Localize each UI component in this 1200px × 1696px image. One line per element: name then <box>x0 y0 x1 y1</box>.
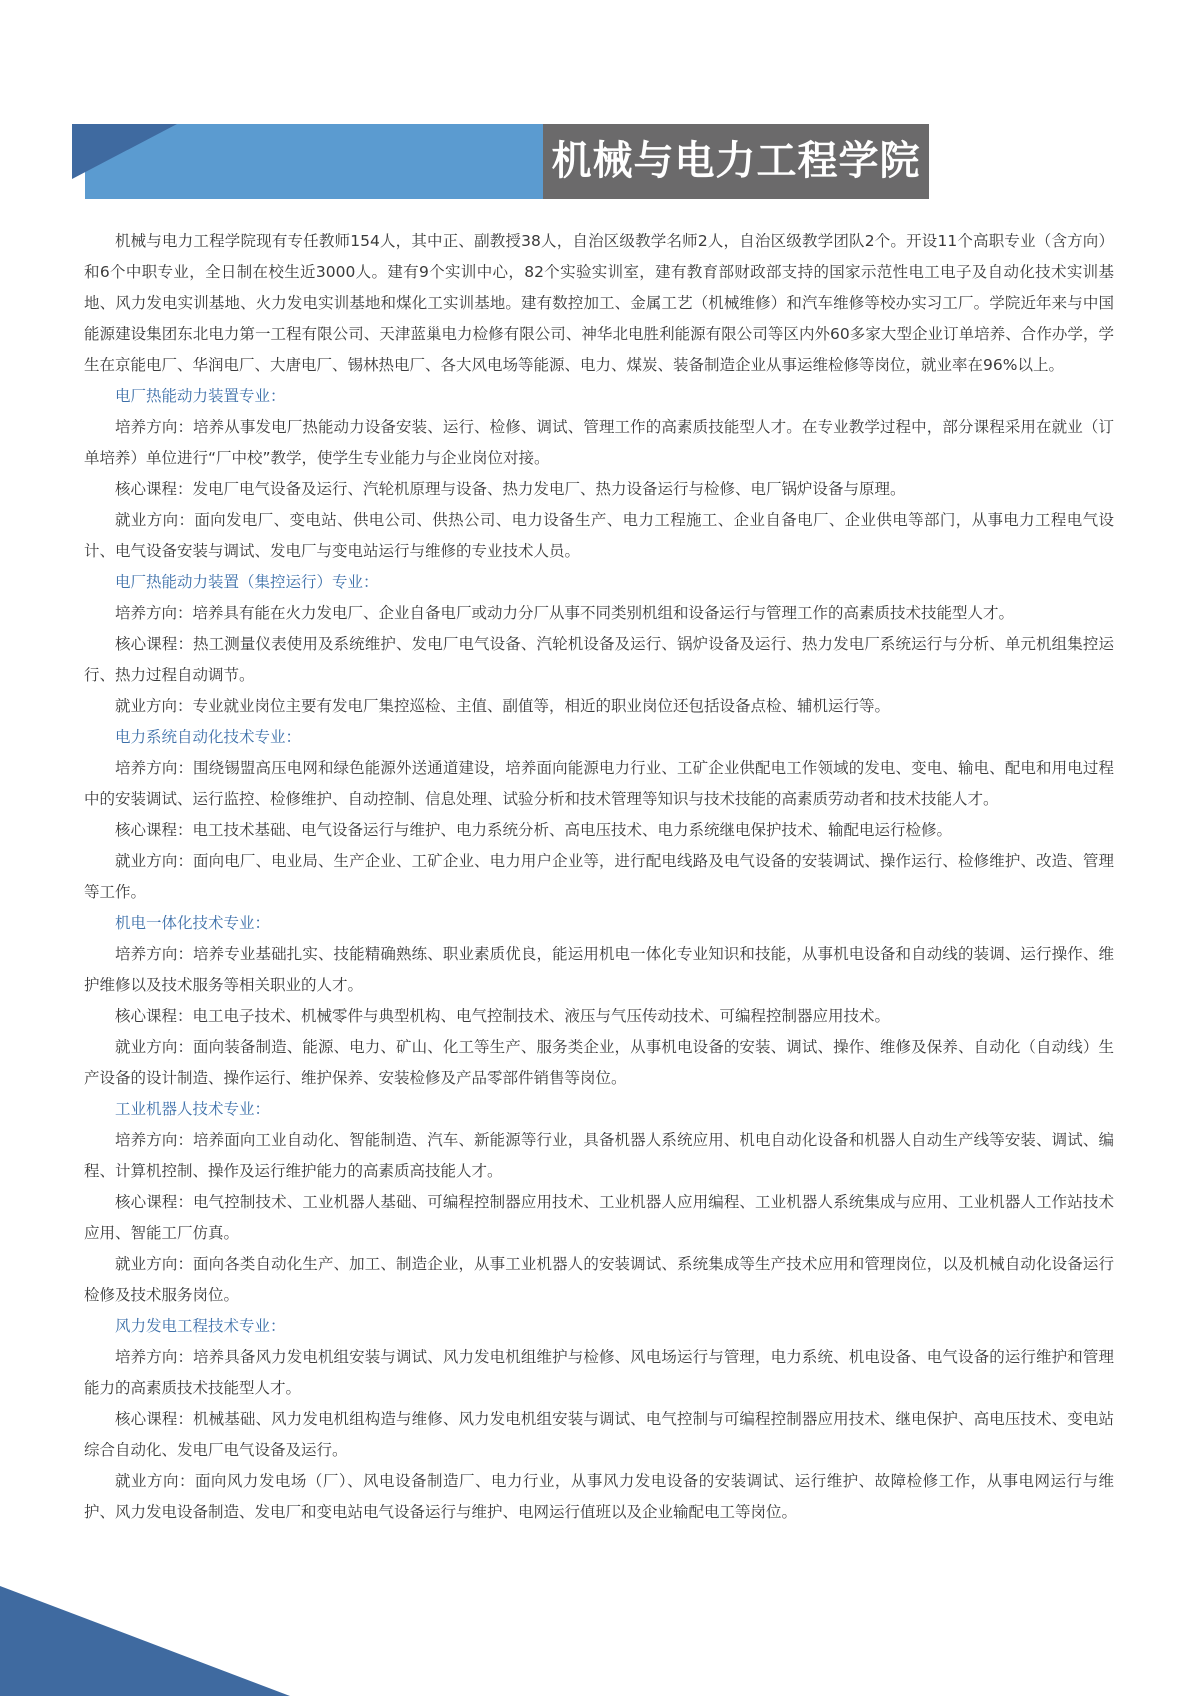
section-title: 机电一体化技术专业： <box>115 914 271 932</box>
employment-direction: 就业方向：面向电厂、电业局、生产企业、工矿企业、电力用户企业等，进行配电线路及电气设备的安装调试、操作运行、检修维护、改造、管理等工作。 <box>84 852 1114 901</box>
section-wind-power <box>84 1311 1114 1528</box>
employment-direction: 就业方向：面向风力发电场（厂）、风电设备制造厂、电力行业，从事风力发电设备的安装调试、运行维护、故障检修工作，从事电网运行与维护、风力发电设备制造、发电厂和变电站电气设备运行与维护、电网运行值班以及企业输配电工等岗位。 <box>84 1472 1114 1521</box>
section-title: 电力系统自动化技术专业： <box>115 728 302 746</box>
section-mechatronics <box>84 908 1114 1094</box>
training-direction: 培养方向：培养从事发电厂热能动力设备安装、运行、检修、调试、管理工作的高素质技能型人才。在专业教学过程中，部分课程采用在就业（订单培养）单位进行“厂中校”教学，使学生专业能力与企业岗位对接。 <box>84 418 1114 467</box>
section-title: 工业机器人技术专业： <box>115 1100 271 1118</box>
section-industrial-robotics <box>84 1094 1114 1311</box>
core-courses: 核心课程：机械基础、风力发电机组构造与维修、风力发电机组安装与调试、电气控制与可编程控制器应用技术、继电保护、高电压技术、变电站综合自动化、发电厂电气设备及运行。 <box>84 1410 1114 1459</box>
section-title: 电厂热能动力装置专业： <box>115 387 286 405</box>
employment-direction: 就业方向：面向装备制造、能源、电力、矿山、化工等生产、服务类企业，从事机电设备的安装、调试、操作、维修及保养、自动化（自动线）生产设备的设计制造、操作运行、维护保养、安装检修及产品零部件销售等岗位。 <box>84 1038 1114 1087</box>
core-courses: 核心课程：热工测量仪表使用及系统维护、发电厂电气设备、汽轮机设备及运行、锅炉设备及运行、热力发电厂系统运行与分析、单元机组集控运行、热力过程自动调节。 <box>84 635 1114 684</box>
core-courses: 核心课程：电气控制技术、工业机器人基础、可编程控制器应用技术、工业机器人应用编程、工业机器人系统集成与应用、工业机器人工作站技术应用、智能工厂仿真。 <box>84 1193 1114 1242</box>
employment-direction: 就业方向：面向各类自动化生产、加工、制造企业，从事工业机器人的安装调试、系统集成等生产技术应用和管理岗位，以及机械自动化设备运行检修及技术服务岗位。 <box>84 1255 1114 1304</box>
core-courses: 核心课程：电工技术基础、电气设备运行与维护、电力系统分析、高电压技术、电力系统继电保护技术、输配电运行检修。 <box>115 821 953 839</box>
title-banner <box>72 124 929 199</box>
intro-paragraph: 机械与电力工程学院现有专任教师154人，其中正、副教授38人，自治区级教学名师2人，自治区级教学团队2个。开设11个高职专业（含方向）和6个中职专业，全日制在校生近3000人。建有9个实训中心，82个实验实训室，建有教育部财政部支持的国家示范性电工电子及自动化技术实训基地、风力发电实训基地、火力发电实训基地和煤化工实训基地。建有数控加工、金属工艺（机械维修）和汽车维修等校办实习工厂。学院近年来与中国能源建设集团东北电力第一工程有限公司、天津蓝巢电力检修有限公司、神华北电胜利能源有限公司等区内外60多家大型企业订单培养、合作办学，学生在京能电厂、华润电厂、大唐电厂、锡林热电厂、各大风电场等能源、电力、煤炭、装备制造企业从事运维检修等岗位，就业率在96%以上。 <box>84 232 1114 374</box>
training-direction: 培养方向：培养面向工业自动化、智能制造、汽车、新能源等行业，具备机器人系统应用、机电自动化设备和机器人自动生产线等安装、调试、编程、计算机控制、操作及运行维护能力的高素质高技能人才。 <box>84 1131 1114 1180</box>
core-courses: 核心课程：电工电子技术、机械零件与典型机构、电气控制技术、液压与气压传动技术、可编程控制器应用技术。 <box>115 1007 891 1025</box>
training-direction: 培养方向：培养具备风力发电机组安装与调试、风力发电机组维护与检修、风电场运行与管理，电力系统、机电设备、电气设备的运行维护和管理能力的高素质技术技能型人才。 <box>84 1348 1114 1397</box>
training-direction: 培养方向：培养专业基础扎实、技能精确熟练、职业素质优良，能运用机电一体化专业知识和技能，从事机电设备和自动线的装调、运行操作、维护维修以及技术服务等相关职业的人才。 <box>84 945 1114 994</box>
training-direction: 培养方向：培养具有能在火力发电厂、企业自备电厂或动力分厂从事不同类别机组和设备运行与管理工作的高素质技术技能型人才。 <box>115 604 1015 622</box>
core-courses: 核心课程：发电厂电气设备及运行、汽轮机原理与设备、热力发电厂、热力设备运行与检修、电厂锅炉设备与原理。 <box>115 480 906 498</box>
section-power-plant-thermal <box>84 381 1114 567</box>
section-power-system-automation <box>84 722 1114 908</box>
section-centralized-control <box>84 567 1114 722</box>
section-title: 电厂热能动力装置（集控运行）专业： <box>115 573 379 591</box>
banner-corner-triangle <box>72 124 177 179</box>
training-direction: 培养方向：围绕锡盟高压电网和绿色能源外送通道建设，培养面向能源电力行业、工矿企业供配电工作领域的发电、变电、输电、配电和用电过程中的安装调试、运行监控、检修维护、自动控制、信息处理、试验分析和技术管理等知识与技术技能的高素质劳动者和技术技能人才。 <box>84 759 1114 808</box>
employment-direction: 就业方向：专业就业岗位主要有发电厂集控巡检、主值、副值等，相近的职业岗位还包括设备点检、辅机运行等。 <box>115 697 891 715</box>
article-body <box>84 226 1114 1528</box>
page-title: 机械与电力工程学院 <box>551 138 921 184</box>
section-title: 风力发电工程技术专业： <box>115 1317 286 1335</box>
footer-corner-decoration <box>0 1586 290 1696</box>
employment-direction: 就业方向：面向发电厂、变电站、供电公司、供热公司、电力设备生产、电力工程施工、企业自备电厂、企业供电等部门，从事电力工程电气设计、电气设备安装与调试、发电厂与变电站运行与维修的专业技术人员。 <box>84 511 1114 560</box>
